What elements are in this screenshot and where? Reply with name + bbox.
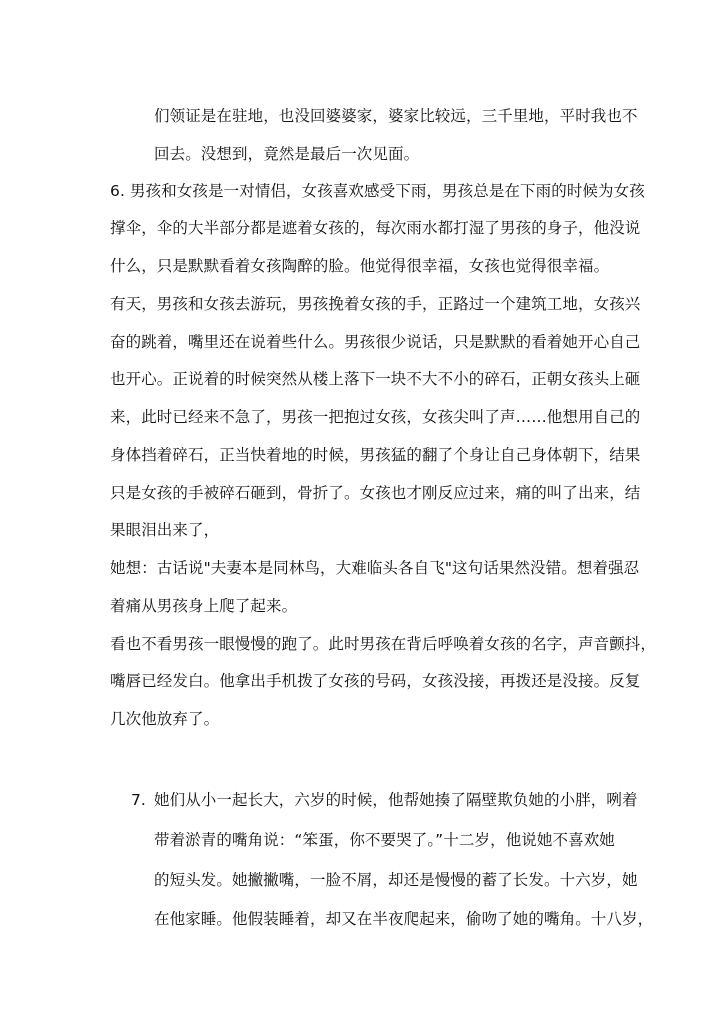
- text-line: 果眼泪出来了，: [110, 521, 220, 539]
- text-line: 着痛从男孩身上爬了起来。: [110, 597, 298, 615]
- text-line: 看也不看男孩一眼慢慢的跑了。此时男孩在背后呼唤着女孩的名字，声音颤抖，: [110, 635, 657, 653]
- text-line: 们领证是在驻地，也没回婆婆家，婆家比较远，三千里地，平时我也不: [154, 107, 638, 125]
- text-line: 她想：古话说"夫妻本是同林鸟，大难临头各自飞"这句话果然没错。想着强忍: [110, 559, 640, 577]
- text-line: 奋的跳着，嘴里还在说着些什么。男孩很少说话，只是默默的看着她开心自己: [110, 333, 641, 351]
- list-item-6-line: 6. 男孩和女孩是一对情侣，女孩喜欢感受下雨，男孩总是在下雨的时候为女孩: [110, 182, 645, 200]
- list-item-7-line: 她们从小一起长大，六岁的时候，他帮她揍了隔壁欺负她的小胖，咧着: [154, 791, 638, 809]
- text-line: 在他家睡。他假装睡着，却又在半夜爬起来，偷吻了她的嘴角。十八岁，: [154, 910, 654, 928]
- text-line: 回去。没想到，竟然是最后一次见面。: [154, 145, 420, 163]
- text-line: 撑伞，伞的大半部分都是遮着女孩的，每次雨水都打湿了男孩的身子，他没说: [110, 219, 641, 237]
- text-line: 也开心。正说着的时候突然从楼上落下一块不大不小的碎石，正朝女孩头上砸: [110, 370, 641, 388]
- text-line: 来，此时已经来不急了，男孩一把抱过女孩，女孩尖叫了声……他想用自己的: [110, 408, 641, 426]
- text-line: 身体挡着碎石，正当快着地的时候，男孩猛的翻了个身让自己身体朝下，结果: [110, 446, 641, 464]
- text-line: 什么，只是默默看着女孩陶醉的脸。他觉得很幸福，女孩也觉得很幸福。: [110, 257, 610, 275]
- text-line: 只是女孩的手被碎石砸到，骨折了。女孩也才刚反应过来，痛的叫了出来，结: [110, 484, 641, 502]
- text-line: 有天，男孩和女孩去游玩，男孩挽着女孩的手，正路过一个建筑工地，女孩兴: [110, 295, 641, 313]
- text-line: 几次他放弃了。: [110, 710, 220, 728]
- list-number: 7.: [131, 791, 146, 809]
- text-line: 的短头发。她撇撇嘴，一脸不屑，却还是慢慢的蓄了长发。十六岁，她: [154, 871, 638, 889]
- text-line: 带着淤青的嘴角说：“笨蛋，你不要哭了。”十二岁，他说她不喜欢她: [154, 831, 615, 849]
- text-line: 嘴唇已经发白。他拿出手机拨了女孩的号码，女孩没接，再拨还是没接。反复: [110, 672, 641, 690]
